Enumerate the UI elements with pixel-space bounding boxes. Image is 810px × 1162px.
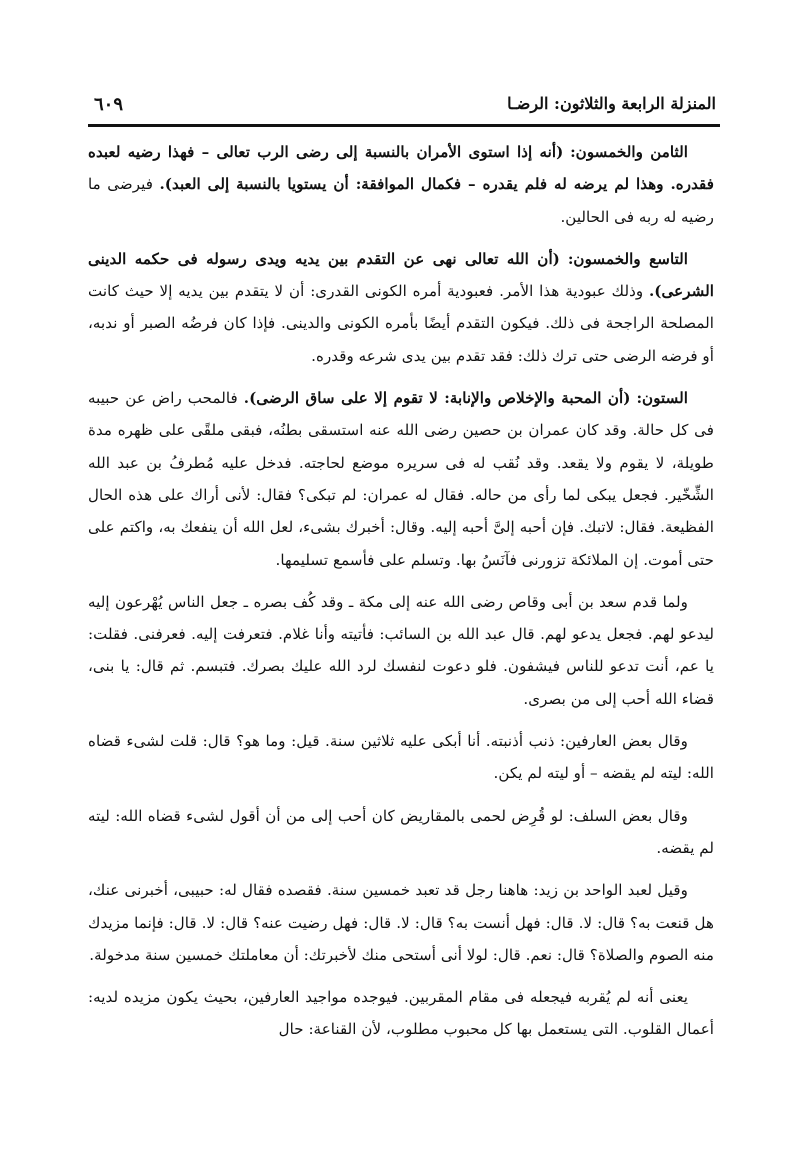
quoted-statement: (أن الله تعالى نهى عن التقدم بين يديه ويدى رسوله فى حكمه الدينى الشرعى). [88, 249, 714, 301]
paragraph-text: وقال بعض العارفين: ذنب أذنبته. أنا أبكى عليه ثلاثين سنة. قيل: وما هو؟ قال: قلت لشىء قضاه الله: ليته لم يقضه – أو ليته لم يكن. [88, 732, 714, 783]
page-body [88, 136, 714, 1052]
paragraph-text: وذلك عبودية هذا الأمر. فعبودية أمره الكونى القدرى: أن لا يتقدم بين يديه إلا حيث كانت المصلحة الراجحة فى ذلك. فيكون التقدم أيضًا بأمره الكونى والدينى. فإذا كان فرضُه الصبر أو ندبه، أو فرضه الرضى حتى ترك ذلك: فقد تقدم بين يدى شرعه وقدره. [88, 282, 714, 365]
paragraph-salaf [88, 800, 714, 865]
section-lead: التاسع والخمسون: [567, 249, 689, 268]
page-number: ٦٠٩ [94, 94, 124, 115]
chapter-title: المنزلة الرابعة والثلاثون: الرضـا [507, 94, 716, 113]
section-lead: الثامن والخمسون: [570, 143, 688, 161]
paragraph-text: وقيل لعبد الواحد بن زيد: هاهنا رجل قد تعبد خمسين سنة. فقصده فقال له: حبيبى، أخبرنى عنك، هل قنعت به؟ قال: لا. قال: فهل أنست به؟ قال: لا. قال: فهل رضيت عنه؟ قال: لا. قال: فإنما مزيدك منه الصوم والصلاة؟ قال: نعم. قال: لولا أنى أستحى منك لأخبرتك: أن معاملتك خمسين سنة مدخولة. [88, 881, 714, 964]
paragraph-58 [88, 136, 714, 233]
paragraph-text: فيرضى ما رضيه له ربه فى الحالين. [88, 175, 714, 226]
paragraph-text: وقال بعض السلف: لو قُرِض لحمى بالمقاريض كان أحب إلى من أن أقول لشىء قضاه الله: ليته لم يقضه. [88, 806, 714, 857]
running-header [94, 94, 716, 124]
paragraph-59 [88, 243, 714, 372]
paragraph-saad [88, 586, 714, 715]
paragraph-text: ولما قدم سعد بن أبى وقاص رضى الله عنه إلى مكة ـ وقد كُف بصره ـ جعل الناس يُهْرعون إليه ليدعو لهم. فجعل يدعو لهم. قال عبد الله بن السائب: فأتيته وأنا غلام. فتعرفت إليه. فعرفنى. فقلت: يا عم، أنت تدعو للناس فيشفون. فلو دعوت لنفسك لرد الله عليك بصرك. فتبسم. ثم قال: يا بنى، قضاء الله أحب إلى من بصرى. [88, 592, 714, 708]
header-divider [88, 124, 720, 127]
quoted-statement: (أنه إذا استوى الأمران بالنسبة إلى رضى الرب تعالى – فهذا رضيه لعبده فقدره. وهذا لم يرضه له فلم يقدره – فكمال الموافقة: أن يستويا بالنسبة إلى العبد). [88, 143, 714, 194]
paragraph-60 [88, 382, 714, 576]
paragraph-arifin [88, 725, 714, 790]
paragraph-yani [88, 981, 714, 1046]
quoted-statement: (أن المحبة والإخلاص والإنابة: لا تقوم إلا على ساق الرضى). [243, 389, 631, 408]
paragraph-abdulwahid [88, 874, 714, 971]
section-lead: الستون: [636, 389, 689, 408]
paragraph-text: يعنى أنه لم يُقربه فيجعله فى مقام المقربين. فيوجده مواجيد العارفين، بحيث يكون مزيده لديه: أعمال القلوب. التى يستعمل بها كل محبوب مطلوب، لأن القناعة: حال [88, 988, 714, 1039]
paragraph-text: فالمحب راض عن حبيبه فى كل حالة. وقد كان عمران بن حصين رضى الله عنه استسقى بطنُه، فبقى ملقًى على ظهره مدة طويلة، لا يقوم ولا يقعد. وقد نُقب له فى سريره موضع لحاجته. فدخل عليه مُطرفُ بن عبد الله الشِّخّير. فجعل يبكى لما رأى من حاله. فقال له عمران: لم تبكى؟ فقال: لأنى أراك على هذه الحال الفظيعة. فقال: لاتبك. فإن أحبه إلىَّ أحبه إليه. وقال: أخبرك بشىء، لعل الله أن ينفعك به، واكتم على حتى أموت. إن الملائكة تزورنى فآنَسُ بها. وتسلم على فأسمع تسليمها. [88, 389, 714, 569]
